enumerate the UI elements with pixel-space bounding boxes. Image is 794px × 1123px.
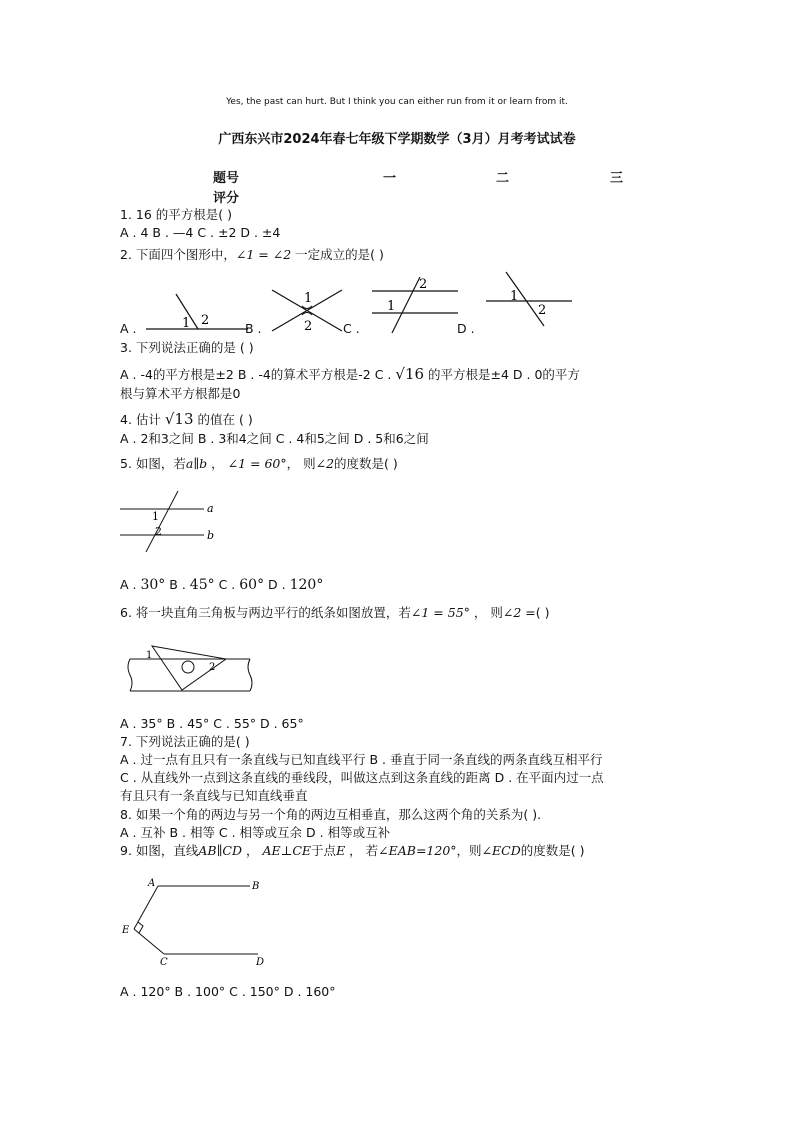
score-table-score-label: 评分 xyxy=(213,191,240,206)
question-6-figure-label-1: 1 xyxy=(146,650,153,661)
question-2-figure-d-label-1: 1 xyxy=(510,289,519,304)
question-9-math-parallel: AB∥CD xyxy=(198,843,242,858)
question-6-options: A . 35° B . 45° C . 55° D . 65° xyxy=(120,716,304,731)
question-5-figure-label-1: 1 xyxy=(152,510,159,523)
question-3-options-line-1 xyxy=(120,366,580,383)
question-2-figure-a xyxy=(140,288,252,333)
question-9-mid4: ，则 xyxy=(456,843,482,858)
score-table-col-3: 三 xyxy=(610,171,624,186)
question-5-math-angle1: ∠1 = 60° xyxy=(227,456,287,471)
question-8-options: A . 互补 B . 相等 C . 相等或互余 D . 相等或互补 xyxy=(120,825,391,840)
question-2-figure-b xyxy=(266,285,346,335)
question-2-option-d: D . xyxy=(457,321,475,336)
question-5-option-b: B . xyxy=(165,577,190,592)
question-9-math-angle-eab: ∠EAB=120° xyxy=(378,843,457,858)
question-9-figure-label-c: C xyxy=(160,957,168,966)
question-7-options-line-1: A . 过一点有且只有一条直线与已知直线平行 B . 垂直于同一条直线的两条直线互相平行 xyxy=(120,752,603,767)
question-3-options-pre: A . -4的平方根是±2 B . -4的算术平方根是-2 C . xyxy=(120,367,396,382)
question-5-math-parallel: a∥b xyxy=(185,456,208,471)
question-2-figure-d xyxy=(484,270,574,330)
question-5-value-a: 30° xyxy=(140,577,166,593)
exam-title: 广西东兴市2024年春七年级下学期数学（3月）月考考试试卷 xyxy=(218,132,576,147)
question-8: 8. 如果一个角的两边与另一个角的两边互相垂直，那么这两个角的关系为( ). xyxy=(120,807,542,822)
question-9 xyxy=(120,842,584,859)
question-5-value-b: 45° xyxy=(189,577,215,593)
question-5 xyxy=(120,455,398,472)
question-2-figure-a-label-2: 2 xyxy=(201,313,210,328)
question-2-figure-d-label-2: 2 xyxy=(538,303,547,318)
question-2-text-pre: 2. 下面四个图形中， xyxy=(120,247,236,262)
question-6-figure-label-2: 2 xyxy=(209,662,216,673)
question-9-mid2: 于点 xyxy=(311,843,337,858)
question-4-text-pre: 4. 估计 xyxy=(120,412,165,427)
question-5-text-pre: 5. 如图，若 xyxy=(120,456,186,471)
question-5-figure-label-b: b xyxy=(207,529,215,542)
question-6-figure xyxy=(122,640,257,702)
question-5-option-a: A . xyxy=(120,577,141,592)
question-5-options xyxy=(120,576,323,594)
question-5-math-angle2: ∠2 xyxy=(315,456,335,471)
question-9-figure-label-e: E xyxy=(122,925,130,936)
question-2-text-post: 一定成立的是( ) xyxy=(291,247,384,262)
score-table-number-label: 题号 xyxy=(213,171,240,186)
question-7-options-line-3: 有且只有一条直线与已知直线垂直 xyxy=(120,788,308,803)
score-table-col-2: 二 xyxy=(496,171,510,186)
question-2-figure-b-label-1: 1 xyxy=(304,291,313,306)
question-5-figure xyxy=(118,488,218,554)
question-9-mid1: ， xyxy=(241,843,263,858)
question-6-math-angle1: ∠1 = 55° xyxy=(410,605,470,620)
question-6-text-post: =( ) xyxy=(521,605,550,620)
question-4-options: A . 2和3之间 B . 3和4之间 C . 4和5之间 D . 5和6之间 xyxy=(120,431,429,446)
question-2-option-b: B . xyxy=(245,321,262,336)
question-9-math-point: E xyxy=(336,843,346,858)
question-5-text-post: 的度数是( ) xyxy=(334,456,398,471)
question-2-figure-c-label-2: 2 xyxy=(419,277,428,292)
question-3-options-line-2: 根与算术平方根都是0 xyxy=(120,386,241,401)
question-5-figure-label-2: 2 xyxy=(155,525,162,538)
question-3: 3. 下列说法正确的是 ( ) xyxy=(120,340,254,355)
question-9-math-angle-ecd: ∠ECD xyxy=(481,843,521,858)
question-9-figure-label-a: A xyxy=(148,878,156,889)
question-1-options: A . 4 B . —4 C . ±2 D . ±4 xyxy=(120,225,281,240)
question-5-value-d: 120° xyxy=(289,577,324,593)
question-7-options-line-2: C . 从直线外一点到这条直线的垂线段，叫做这点到这条直线的距离 D . 在平面内过一点 xyxy=(120,770,604,785)
question-2-figure-c xyxy=(370,275,460,335)
question-1: 1. 16 的平方根是( ) xyxy=(120,207,233,222)
question-4-sqrt13: √13 xyxy=(164,410,194,428)
question-9-figure xyxy=(118,874,268,966)
question-7: 7. 下列说法正确的是( ) xyxy=(120,734,250,749)
question-2-math: ∠1 = ∠2 xyxy=(235,247,292,262)
question-3-sqrt16: √16 xyxy=(395,365,425,383)
question-4 xyxy=(120,411,253,428)
question-2-figure-c-label-1: 1 xyxy=(387,299,396,314)
question-9-figure-label-d: D xyxy=(256,957,265,966)
question-5-option-c: C . xyxy=(214,577,240,592)
question-5-figure-label-a: a xyxy=(207,502,214,515)
question-5-mid2: ， 则 xyxy=(286,456,316,471)
question-9-math-perp: AE⊥CE xyxy=(262,843,312,858)
question-6 xyxy=(120,604,550,621)
header-quote: Yes, the past can hurt. But I think you can either run from it or learn from it. xyxy=(226,97,568,107)
question-4-text-post: 的值在 ( ) xyxy=(193,412,253,427)
question-9-figure-label-b: B xyxy=(252,881,260,892)
question-9-text-pre: 9. 如图，直线 xyxy=(120,843,199,858)
score-table-col-1: 一 xyxy=(383,171,397,186)
question-5-mid: ， xyxy=(207,456,228,471)
question-3-options-post: 的平方根是±4 D . 0的平方 xyxy=(424,367,580,382)
question-6-text-pre: 6. 将一块直角三角板与两边平行的纸条如图放置，若 xyxy=(120,605,411,620)
question-9-mid3: ， 若 xyxy=(345,843,379,858)
question-6-math-angle2: ∠2 xyxy=(502,605,522,620)
question-6-mid: ， 则 xyxy=(469,605,503,620)
question-5-value-c: 60° xyxy=(239,577,265,593)
question-9-options: A . 120° B . 100° C . 150° D . 160° xyxy=(120,984,336,999)
question-2-figure-a-label-1: 1 xyxy=(182,316,191,331)
question-2-option-c: C . xyxy=(343,321,360,336)
question-2-option-a: A . xyxy=(120,321,137,336)
question-2 xyxy=(120,246,384,263)
question-2-figure-b-label-2: 2 xyxy=(304,319,313,334)
question-9-text-post: 的度数是( ) xyxy=(520,843,585,858)
question-5-option-d: D . xyxy=(264,577,290,592)
